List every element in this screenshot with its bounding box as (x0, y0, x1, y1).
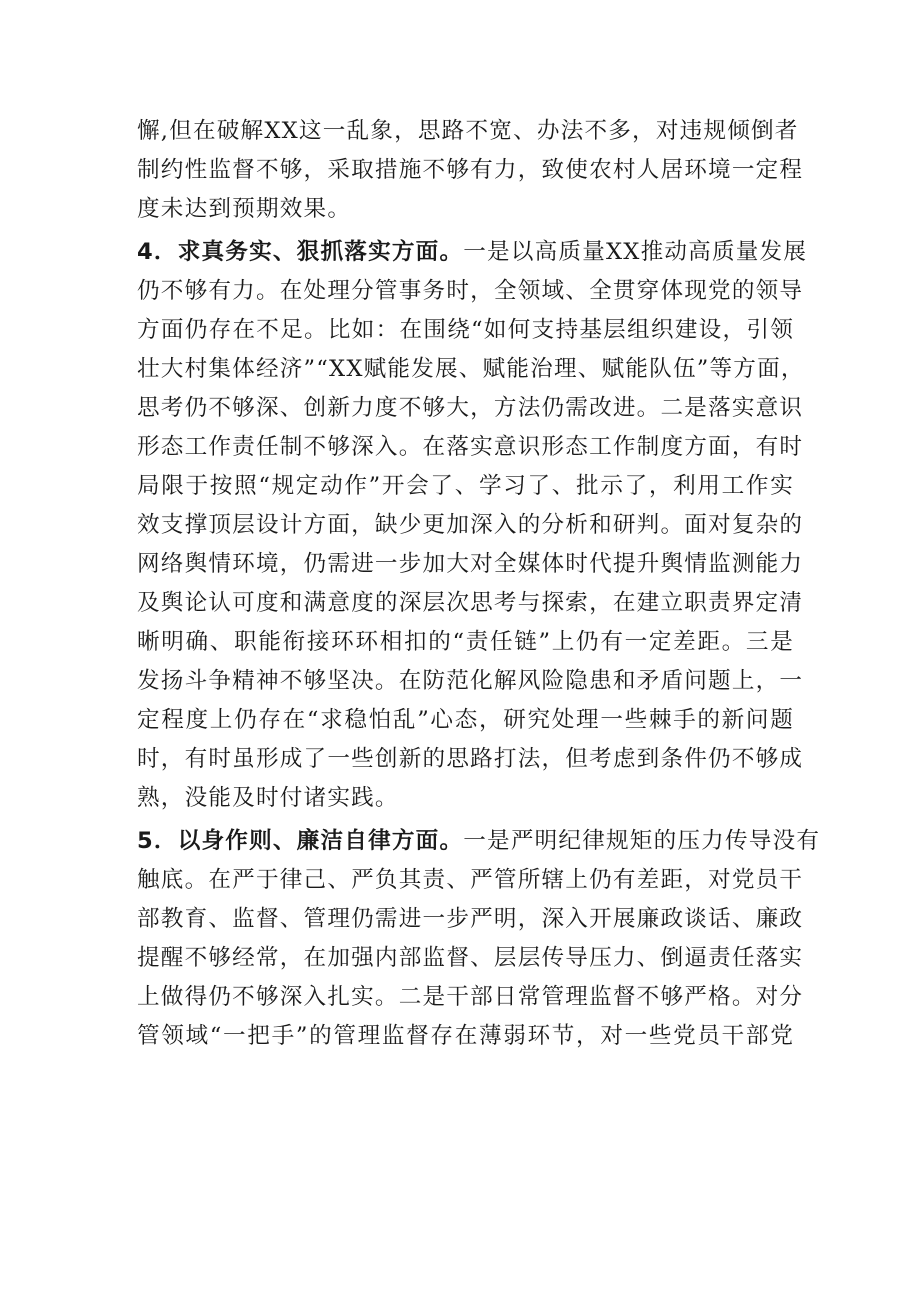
text-line: 效支撑顶层设计方面，缺少更加深入的分析和研判。面对复杂的 (137, 512, 804, 538)
section-5-first-line (137, 822, 821, 861)
text-line: 部教育、监督、管理仍需进一步严明，深入开展廉政谈话、廉政 (137, 906, 804, 932)
text-line: 形态工作责任制不够深入。在落实意识形态工作制度方面，有时 (137, 434, 804, 460)
text-line: 上做得仍不够深入扎实。二是干部日常管理监督不够严格。对分 (137, 984, 804, 1010)
text-line: 壮大村集体经济”“XX赋能发展、赋能治理、赋能队伍”等方面， (137, 356, 805, 382)
section-5-lead-text: 一是严明纪律规矩的压力传导没有 (463, 828, 821, 854)
text-line: 发扬斗争精神不够坚决。在防范化解风险隐患和矛盾问题上，一 (137, 668, 804, 694)
text-line: 度未达到预期效果。 (137, 196, 352, 222)
text-line: 方面仍存在不足。比如：在围绕“如何支持基层组织建设，引领 (137, 317, 794, 343)
text-line: 制约性监督不够，采取措施不够有力，致使农村人居环境一定程 (137, 157, 804, 183)
text-line: 提醒不够经常，在加强内部监督、层层传导压力、倒逼责任落实 (137, 945, 804, 971)
section-4-first-line (137, 233, 808, 272)
text-line: 局限于按照“规定动作”开会了、学习了、批示了，利用工作实 (137, 473, 794, 499)
text-line: 定程度上仍存在“求稳怕乱”心态，研究处理一些棘手的新问题 (137, 707, 794, 733)
text-line: 懈,但在破解XX这一乱象，思路不宽、办法不多，对违规倾倒者 (137, 118, 799, 144)
text-line: 触底。在严于律己、严负其责、严管所辖上仍有差距，对党员干 (137, 867, 804, 893)
text-line: 网络舆情环境，仍需进一步加大对全媒体时代提升舆情监测能力 (137, 551, 804, 577)
section-5-heading: 5．以身作则、廉洁自律方面。 (137, 828, 464, 854)
text-line: 晰明确、职能衔接环环相扣的“责任链”上仍有一定差距。三是 (137, 629, 794, 655)
text-line: 管领域“一把手”的管理监督存在薄弱环节，对一些党员干部党 (137, 1023, 794, 1049)
text-line: 熟，没能及时付诸实践。 (137, 785, 399, 811)
section-4-heading: 4．求真务实、狠抓落实方面。 (137, 239, 464, 265)
text-line: 思考仍不够深、创新力度不够大，方法仍需改进。二是落实意识 (137, 395, 804, 421)
text-line: 及舆论认可度和满意度的深层次思考与探索，在建立职责界定清 (137, 590, 804, 616)
text-line: 时，有时虽形成了一些创新的思路打法，但考虑到条件仍不够成 (137, 746, 804, 772)
text-line: 仍不够有力。在处理分管事务时，全领域、全贯穿体现党的领导 (137, 278, 804, 304)
document-body (137, 112, 821, 1056)
section-4-lead-text: 一是以高质量XX推动高质量发展 (463, 239, 808, 265)
